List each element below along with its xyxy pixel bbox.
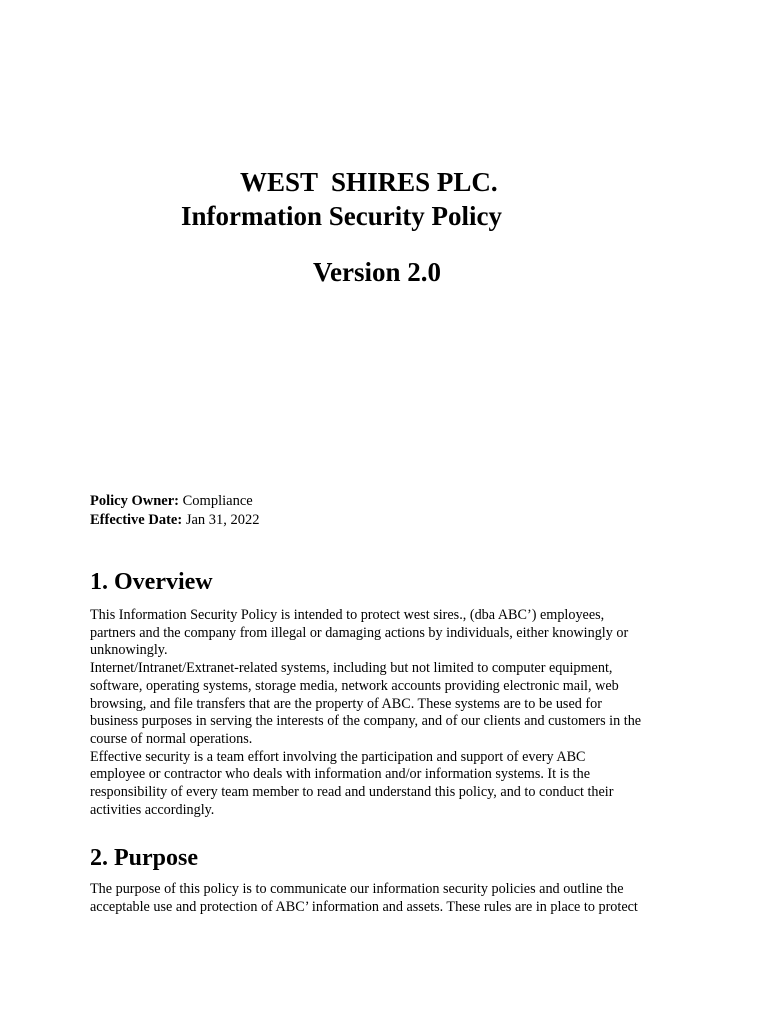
text-line: partners and the company from illegal or damaging actions by individuals, either knowingly or [90, 624, 629, 641]
text-line: business purposes in serving the interests of the company, and of our clients and customers in the [90, 713, 642, 730]
document-title: Information Security Policy [181, 201, 502, 231]
text-line: browsing, and file transfers that are the property of ABC. These systems are to be used for [90, 695, 602, 712]
text-line: Effective security is a team effort involving the participation and support of every ABC [90, 748, 586, 765]
text-line: acceptable use and protection of ABC’ information and assets. These rules are in place to protect [90, 898, 638, 915]
section-body-purpose [90, 881, 690, 916]
document-version: Version 2.0 [313, 257, 442, 287]
section-heading-overview: 1. Overview [90, 569, 213, 595]
text-line: activities accordingly. [90, 801, 215, 818]
effective-date-value: Jan 31, 2022 [182, 512, 260, 528]
text-line: unknowingly. [90, 642, 168, 659]
text-line: This Information Security Policy is intended to protect west sires., (dba ABC’) employees, [90, 607, 605, 623]
policy-owner-label: Policy Owner: [90, 493, 179, 509]
company-name: WEST SHIRES PLC. [240, 167, 498, 197]
text-line: Internet/Intranet/Extranet-related systems, including but not limited to computer equipment, [90, 660, 613, 677]
policy-owner-value: Compliance [179, 493, 253, 509]
text-line: responsibility of every team member to read and understand this policy, and to conduct their [90, 784, 614, 801]
section-body-overview [90, 607, 690, 819]
text-line: software, operating systems, storage media, network accounts providing electronic mail, web [90, 677, 619, 694]
text-line: employee or contractor who deals with information and/or information systems. It is the [90, 766, 590, 783]
text-line: course of normal operations. [90, 730, 253, 747]
text-line: The purpose of this policy is to communicate our information security policies and outline the [90, 881, 624, 897]
section-heading-purpose: 2. Purpose [90, 845, 198, 871]
effective-date-label: Effective Date: [90, 512, 183, 528]
effective-date [90, 511, 260, 530]
policy-owner [90, 492, 253, 511]
